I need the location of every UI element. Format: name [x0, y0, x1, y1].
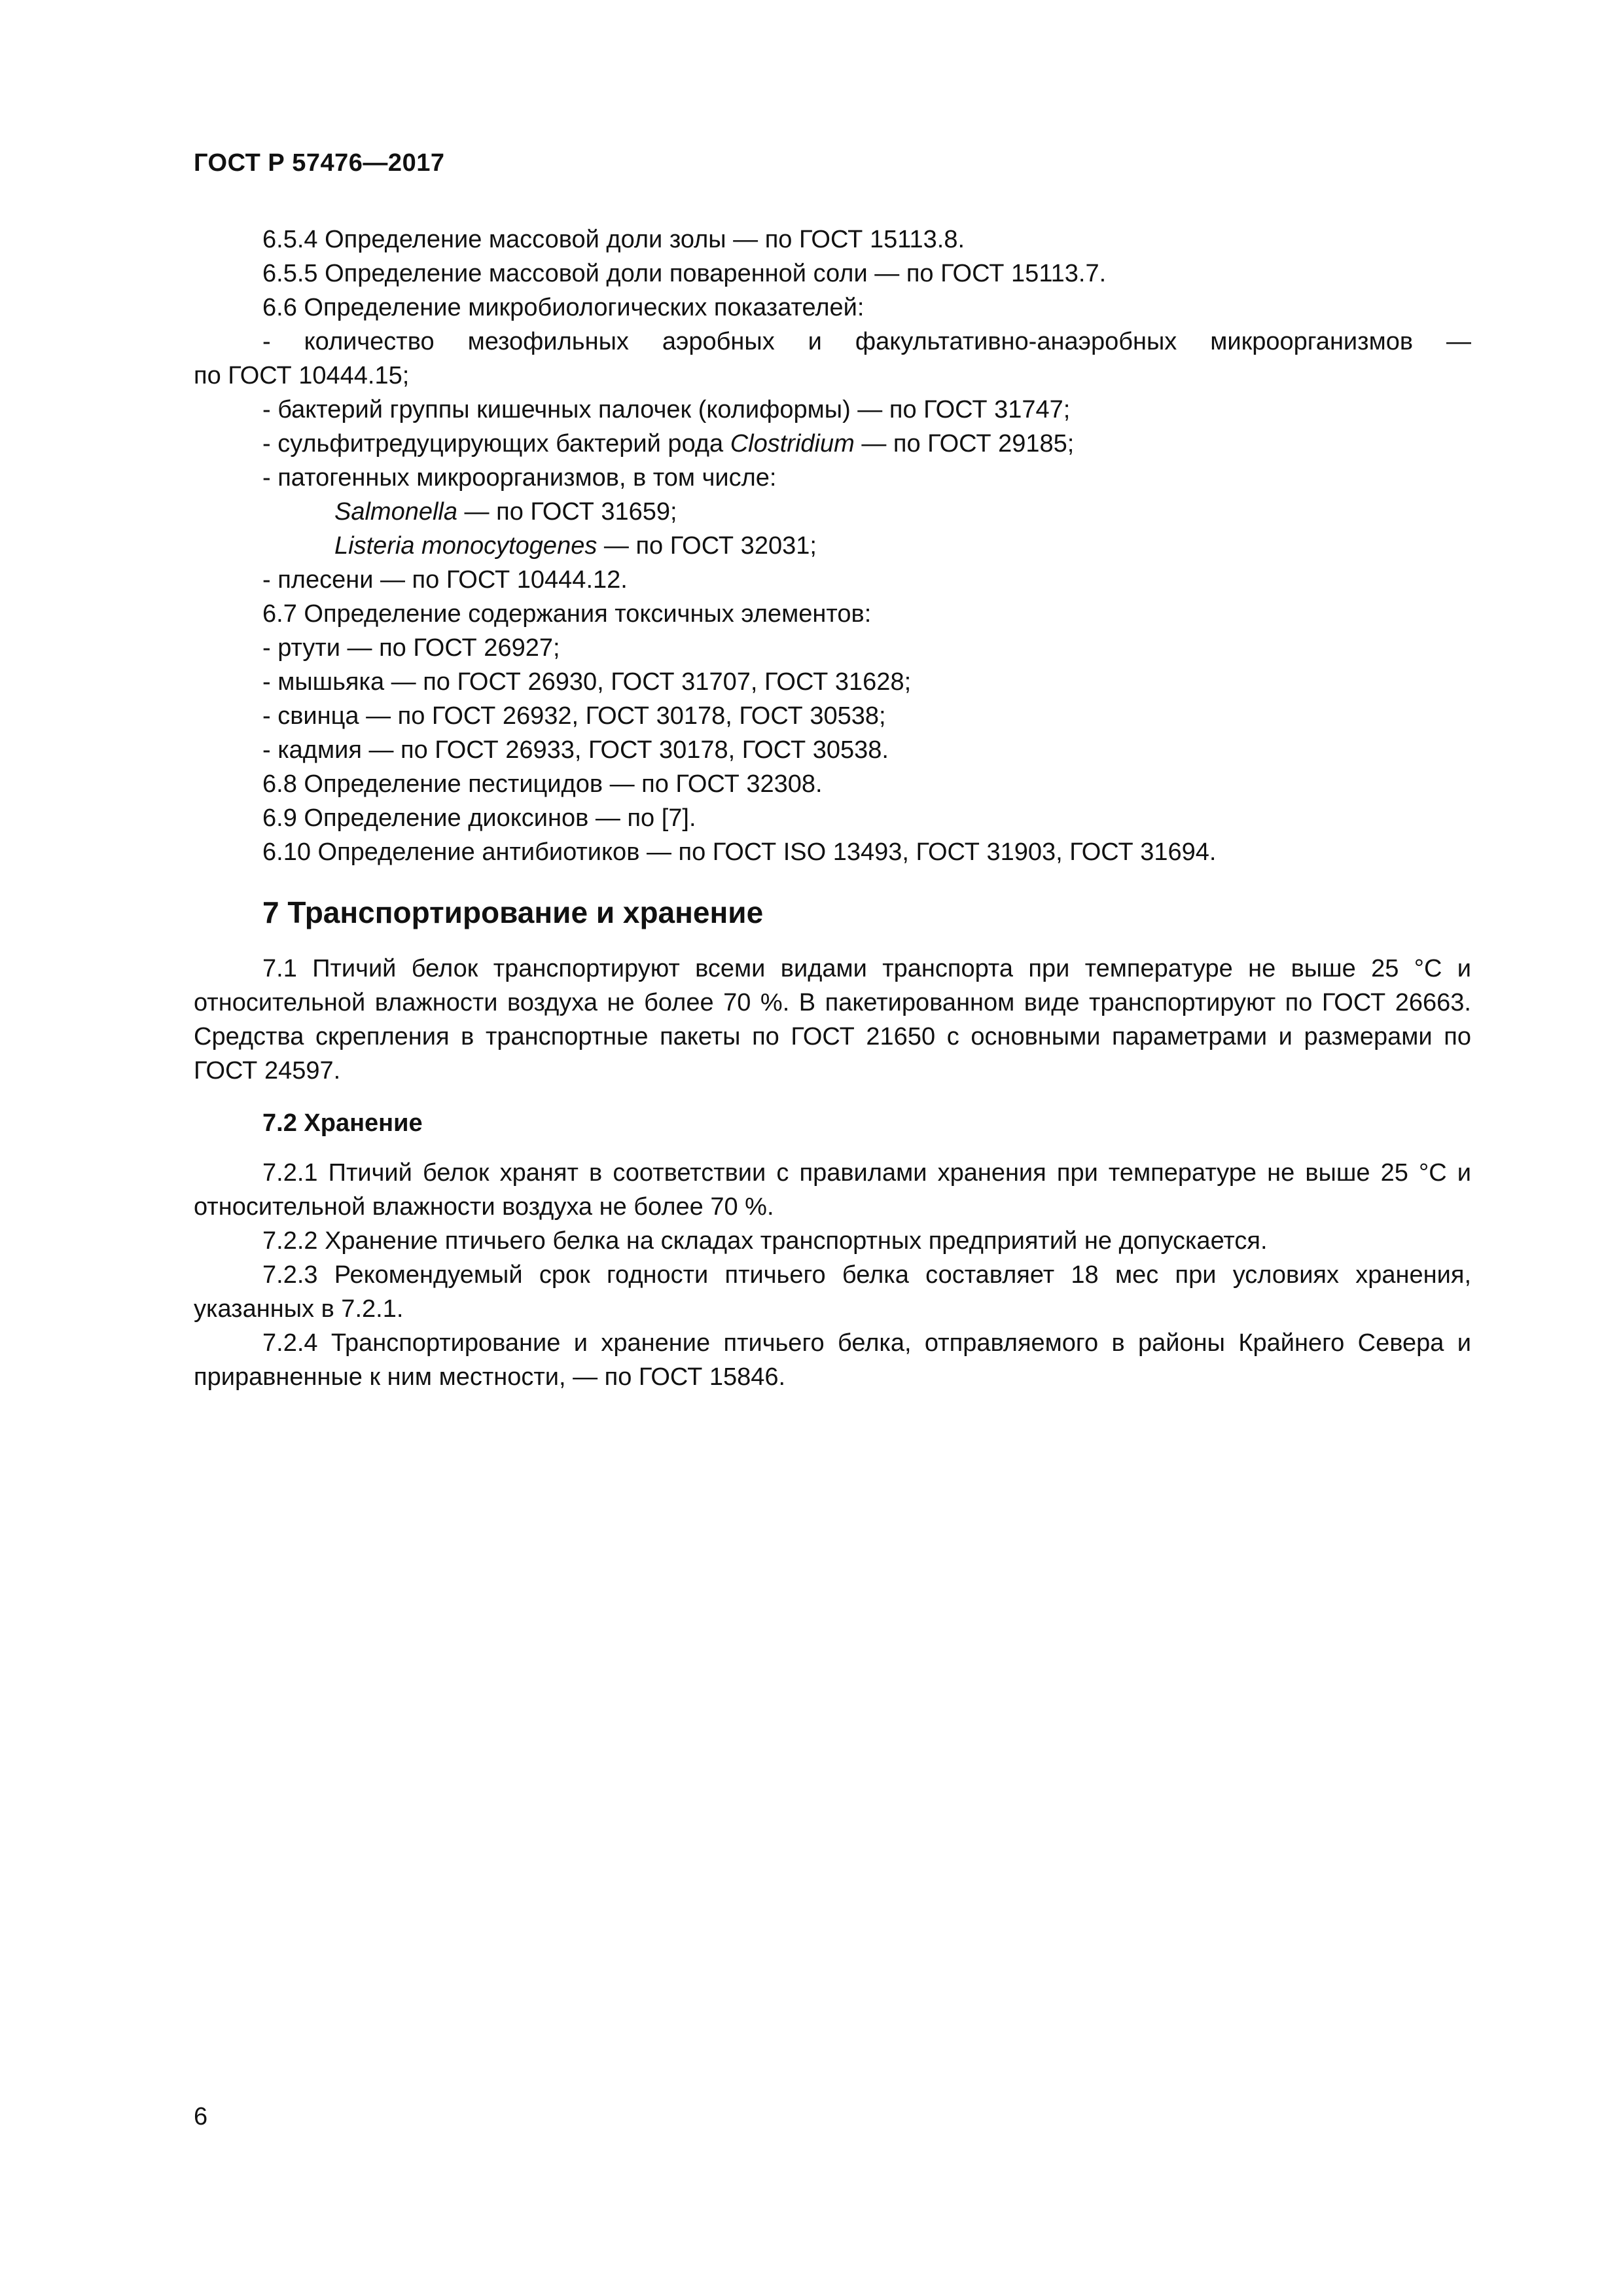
text: — по ГОСТ 31659; [457, 498, 677, 526]
italic-term: Salmonella [334, 498, 457, 526]
section-7-2-heading: 7.2 Хранение [262, 1109, 423, 1137]
clause-6-5-5: 6.5.5 Определение массовой доли поваренной соли — по ГОСТ 15113.7. [262, 260, 1107, 287]
italic-term: Clostridium [730, 430, 855, 457]
clause-7-2-3: 7.2.3 Рекомендуемый срок годности птичьего белка составляет 18 мес при условиях хранения, указанных в 7.2.1. [194, 1261, 1471, 1323]
clause-6-8: 6.8 Определение пестицидов — по ГОСТ 32308. [262, 770, 823, 798]
clause-6-6-item-pathogens: - патогенных микроорганизмов, в том числе: [262, 464, 777, 492]
text: — по ГОСТ 32031; [597, 532, 817, 560]
standard-header: ГОСТ Р 57476—2017 [194, 149, 445, 177]
clause-6-6-item-mesophilic: - количество мезофильных аэробных и факультативно-анаэробных микроорганизмов — [262, 328, 1471, 355]
clause-6-5-4: 6.5.4 Определение массовой доли золы — по ГОСТ 15113.8. [262, 226, 965, 253]
clause-7-2-1: 7.2.1 Птичий белок хранят в соответствии с правилами хранения при температуре не выше 25 °С и относительной влажности воздуха не более 70 %. [194, 1159, 1471, 1221]
clause-6-6-item-coliforms: - бактерий группы кишечных палочек (колиформы) — по ГОСТ 31747; [262, 396, 1071, 423]
text: — по ГОСТ 29185; [854, 430, 1075, 457]
clause-6-6-item-mold: - плесени — по ГОСТ 10444.12. [262, 566, 628, 594]
clause-6-6: 6.6 Определение микробиологических показателей: [262, 294, 865, 321]
clause-6-7-item-cadmium: - кадмия — по ГОСТ 26933, ГОСТ 30178, ГОСТ 30538. [262, 736, 889, 764]
clause-6-6-item-clostridium [194, 427, 1471, 461]
section-7-heading: 7 Транспортирование и хранение [262, 895, 764, 929]
page-body [194, 223, 1471, 1394]
text: - сульфитредуцирующих бактерий рода [262, 430, 730, 457]
page-number: 6 [194, 2103, 208, 2130]
clause-7-1: 7.1 Птичий белок транспортируют всеми видами транспорта при температуре не выше 25 °С и относительной влажности воздуха не более 70 %. В пакетированном виде транспортируют по ГОСТ 26663. Средства скрепления в транспортные пакеты по ГОСТ 21650 с основными параметрами и размерами по ГОСТ 24597. [194, 955, 1471, 1085]
clause-6-6-item-salmonella [194, 495, 1471, 529]
italic-term: Listeria monocytogenes [334, 532, 597, 560]
clause-6-6-item-mesophilic-cont: по ГОСТ 10444.15; [194, 362, 410, 389]
clause-6-10: 6.10 Определение антибиотиков — по ГОСТ ISO 13493, ГОСТ 31903, ГОСТ 31694. [262, 838, 1217, 866]
clause-7-2-4: 7.2.4 Транспортирование и хранение птичьего белка, отправляемого в районы Крайнего Севера и приравненные к ним местности, — по ГОСТ 15846. [194, 1329, 1471, 1391]
clause-6-9: 6.9 Определение диоксинов — по [7]. [262, 804, 696, 832]
clause-6-7-item-mercury: - ртути — по ГОСТ 26927; [262, 634, 560, 662]
clause-6-6-item-listeria [194, 529, 1471, 563]
clause-6-7-item-arsenic: - мышьяка — по ГОСТ 26930, ГОСТ 31707, ГОСТ 31628; [262, 668, 912, 696]
clause-6-7: 6.7 Определение содержания токсичных элементов: [262, 600, 872, 628]
clause-7-2-2: 7.2.2 Хранение птичьего белка на складах транспортных предприятий не допускается. [262, 1227, 1268, 1255]
clause-6-7-item-lead: - свинца — по ГОСТ 26932, ГОСТ 30178, ГОСТ 30538; [262, 702, 886, 730]
